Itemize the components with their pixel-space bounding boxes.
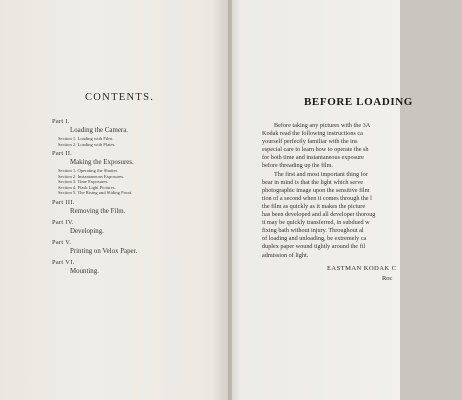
section-item: Section 1. Operating the Shutter. (58, 168, 118, 173)
part-label: Part III. (52, 198, 75, 206)
signature-location: Roc (382, 275, 393, 282)
body-line: for both time and instantaneous exposure (262, 154, 364, 162)
body-line: especial care to learn how to operate the sh (262, 146, 369, 154)
part-label: Part V. (52, 238, 72, 246)
part-label: Part IV. (52, 218, 74, 226)
section-item: Section 2. Instantaneous Exposures. (58, 173, 125, 179)
body-line: Kodak read the following instructions ca (262, 130, 363, 138)
body-line: The first and most important thing for (274, 170, 368, 178)
body-line: Before taking any pictures with the 3A (274, 122, 371, 129)
body-line: tion of a second when it comes through the l (262, 194, 372, 202)
body-line: the film as quickly as it makes the picture (262, 202, 366, 210)
before-loading-title: BEFORE LOADING (304, 96, 413, 108)
toc-part-5 (52, 239, 222, 256)
toc-part-2 (52, 150, 222, 196)
body-line: it may be quickly transferred, in subdued w (262, 219, 370, 227)
body-line: yourself perfectly familiar with the ins (262, 138, 358, 146)
body-line: has been developed and all developer thoroug (262, 211, 376, 219)
contents-title: CONTENTS. (85, 92, 155, 103)
left-page (0, 0, 230, 400)
section-item: Section 1. Loading with Film. (58, 136, 114, 141)
toc-part-3 (52, 199, 222, 216)
body-line: of loading and unloading, be extremely ca (262, 235, 367, 243)
toc-part-6 (52, 259, 222, 276)
part-title: Mounting. (70, 267, 99, 275)
part-label: Part VI. (52, 258, 75, 266)
body-line: admission of light. (262, 251, 309, 259)
part-label: Part II. (52, 150, 73, 157)
table-of-contents (52, 118, 222, 279)
toc-part-4 (52, 219, 222, 236)
body-line: before threading up the film. (262, 162, 333, 170)
section-item: Section 3. Time Exposures. (58, 179, 109, 184)
part-title: Printing on Velox Paper. (70, 247, 138, 255)
body-line: photographic image upon the sensitive film (262, 186, 370, 194)
section-item: Section 4. Flash Light Pictures. (58, 184, 116, 190)
part-title: Removing the Film. (70, 207, 126, 215)
section-item: Section 2. Loading with Plates. (58, 141, 116, 147)
body-line: fixing bath without injury. Throughout al (262, 227, 364, 235)
signature-company: EASTMAN KODAK C (327, 265, 397, 272)
book-gutter (228, 0, 232, 400)
part-title: Developing. (70, 227, 104, 235)
section-item: Section 5. The Rising and Sliding Front. (58, 190, 133, 195)
part-title: Loading the Camera. (70, 127, 128, 134)
instructions-body (262, 122, 462, 260)
body-line: bear in mind is that the light which serve (262, 178, 364, 186)
body-line: duplex paper wound tightly around the fil (262, 243, 366, 251)
part-label: Part I. (52, 118, 70, 125)
part-title: Making the Exposures. (70, 159, 134, 166)
toc-part-1 (52, 118, 222, 147)
